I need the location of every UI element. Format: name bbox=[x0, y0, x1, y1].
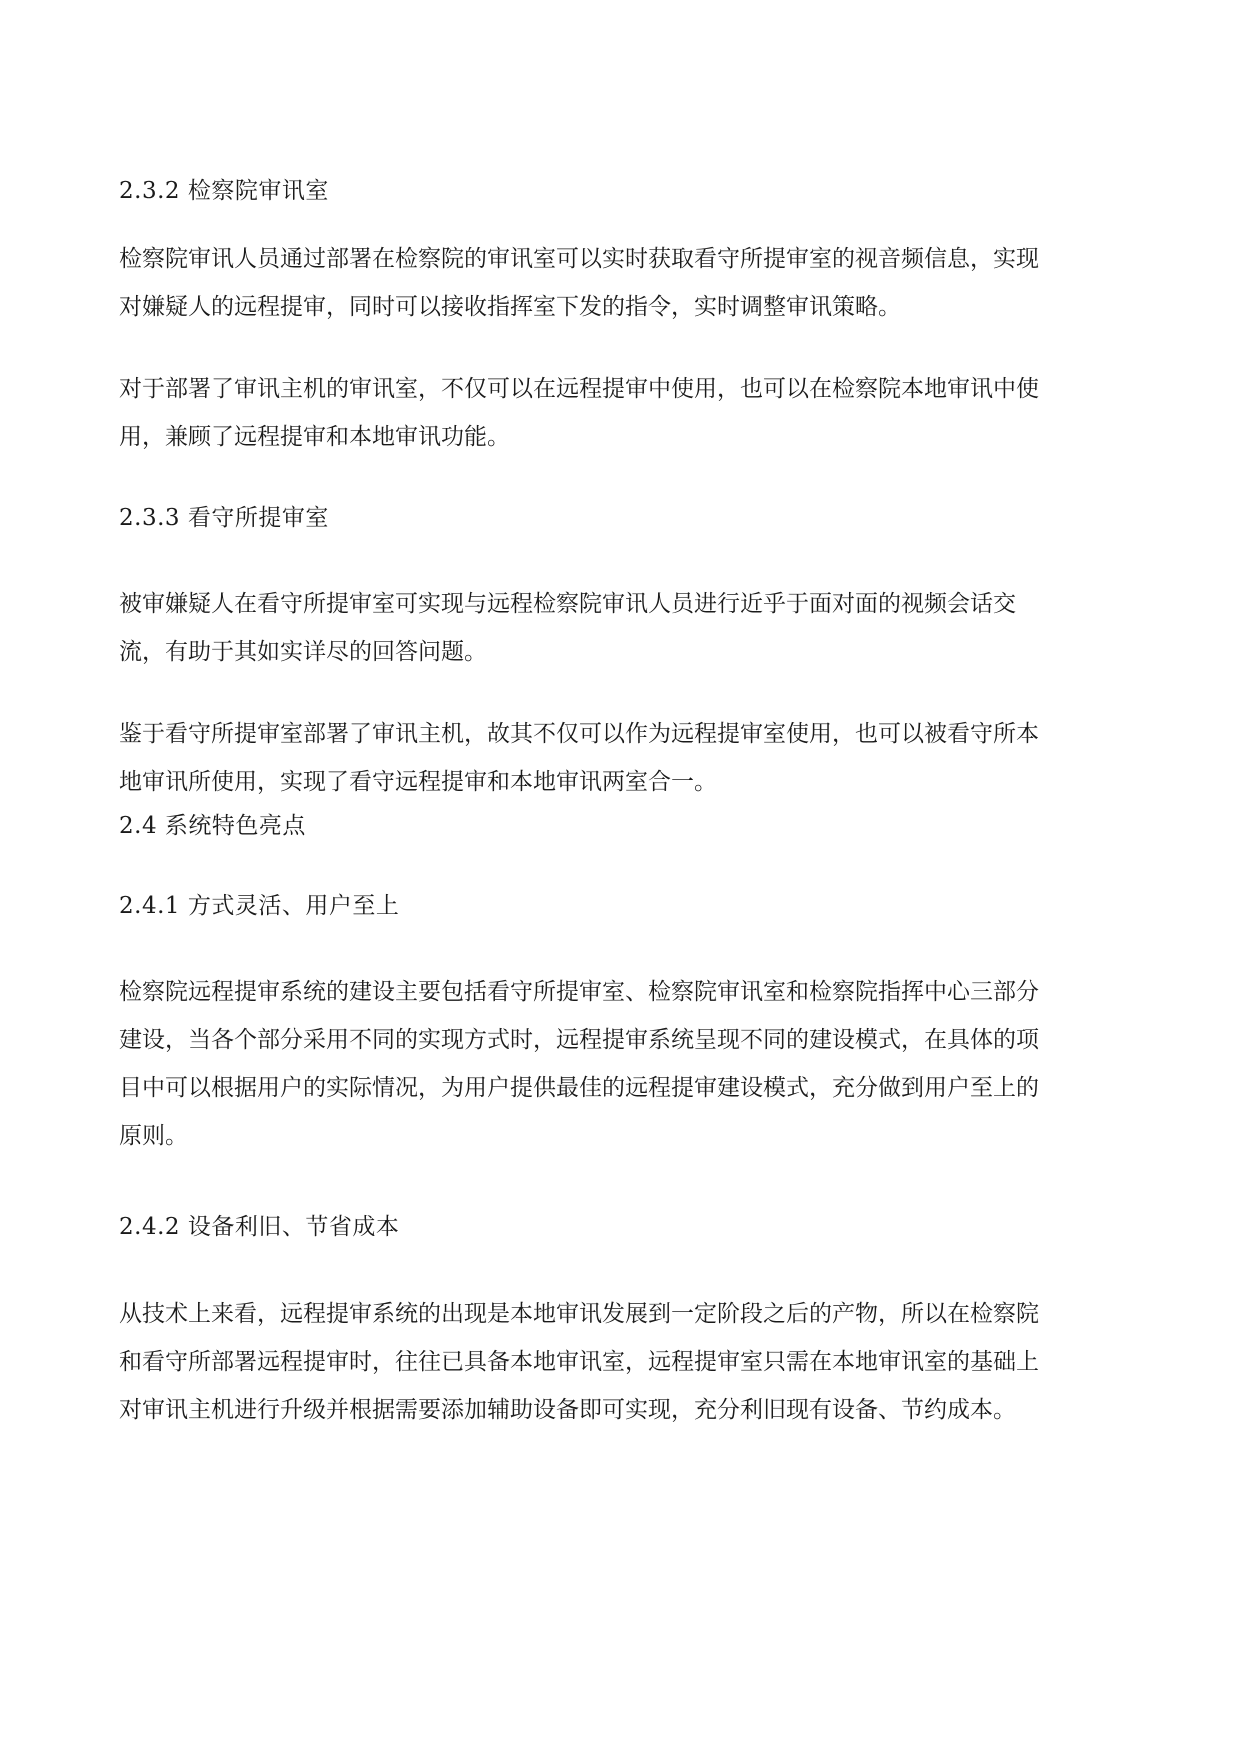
heading-text: 2.4 系统特色亮点 bbox=[119, 813, 306, 839]
paragraph-line: 原则。 bbox=[119, 1123, 188, 1149]
heading-2-4-2 bbox=[119, 1203, 1129, 1251]
paragraph-line: 用，兼顾了远程提审和本地审讯功能。 bbox=[119, 424, 510, 450]
paragraph-2-3-3-b bbox=[119, 710, 1129, 806]
heading-text: 2.4.2 设备利旧、节省成本 bbox=[119, 1214, 400, 1240]
heading-2-3-3 bbox=[119, 494, 1129, 542]
paragraph-line: 地审讯所使用，实现了看守远程提审和本地审讯两室合一。 bbox=[119, 769, 717, 795]
paragraph-2-4-2-a bbox=[119, 1290, 1129, 1434]
paragraph-line: 对嫌疑人的远程提审，同时可以接收指挥室下发的指令，实时调整审讯策略。 bbox=[119, 294, 901, 320]
paragraph-2-3-2-b bbox=[119, 365, 1129, 461]
heading-text: 2.4.1 方式灵活、用户至上 bbox=[119, 893, 400, 919]
heading-2-3-2 bbox=[119, 167, 1129, 215]
paragraph-line: 对于部署了审讯主机的审讯室，不仅可以在远程提审中使用，也可以在检察院本地审讯中使 bbox=[119, 376, 1039, 402]
paragraph-line: 目中可以根据用户的实际情况，为用户提供最佳的远程提审建设模式，充分做到用户至上的 bbox=[119, 1075, 1039, 1101]
paragraph-line: 建设，当各个部分采用不同的实现方式时，远程提审系统呈现不同的建设模式，在具体的项 bbox=[119, 1027, 1039, 1053]
paragraph-line: 对审讯主机进行升级并根据需要添加辅助设备即可实现，充分利旧现有设备、节约成本。 bbox=[119, 1397, 1016, 1423]
paragraph-line: 检察院远程提审系统的建设主要包括看守所提审室、检察院审讯室和检察院指挥中心三部分 bbox=[119, 979, 1039, 1005]
heading-text: 2.3.2 检察院审讯室 bbox=[119, 178, 329, 204]
paragraph-2-3-3-a bbox=[119, 580, 1129, 676]
paragraph-line: 被审嫌疑人在看守所提审室可实现与远程检察院审讯人员进行近乎于面对面的视频会话交 bbox=[119, 591, 1016, 617]
paragraph-2-4-1-a bbox=[119, 968, 1129, 1160]
paragraph-2-3-2-a bbox=[119, 235, 1129, 331]
heading-2-4-1 bbox=[119, 882, 1129, 930]
paragraph-line: 检察院审讯人员通过部署在检察院的审讯室可以实时获取看守所提审室的视音频信息，实现 bbox=[119, 246, 1039, 272]
paragraph-line: 从技术上来看，远程提审系统的出现是本地审讯发展到一定阶段之后的产物，所以在检察院 bbox=[119, 1301, 1039, 1327]
paragraph-line: 流，有助于其如实详尽的回答问题。 bbox=[119, 639, 487, 665]
paragraph-line: 和看守所部署远程提审时，往往已具备本地审讯室，远程提审室只需在本地审讯室的基础上 bbox=[119, 1349, 1039, 1375]
heading-2-4 bbox=[119, 802, 1129, 850]
heading-text: 2.3.3 看守所提审室 bbox=[119, 505, 329, 531]
paragraph-line: 鉴于看守所提审室部署了审讯主机，故其不仅可以作为远程提审室使用，也可以被看守所本 bbox=[119, 721, 1039, 747]
